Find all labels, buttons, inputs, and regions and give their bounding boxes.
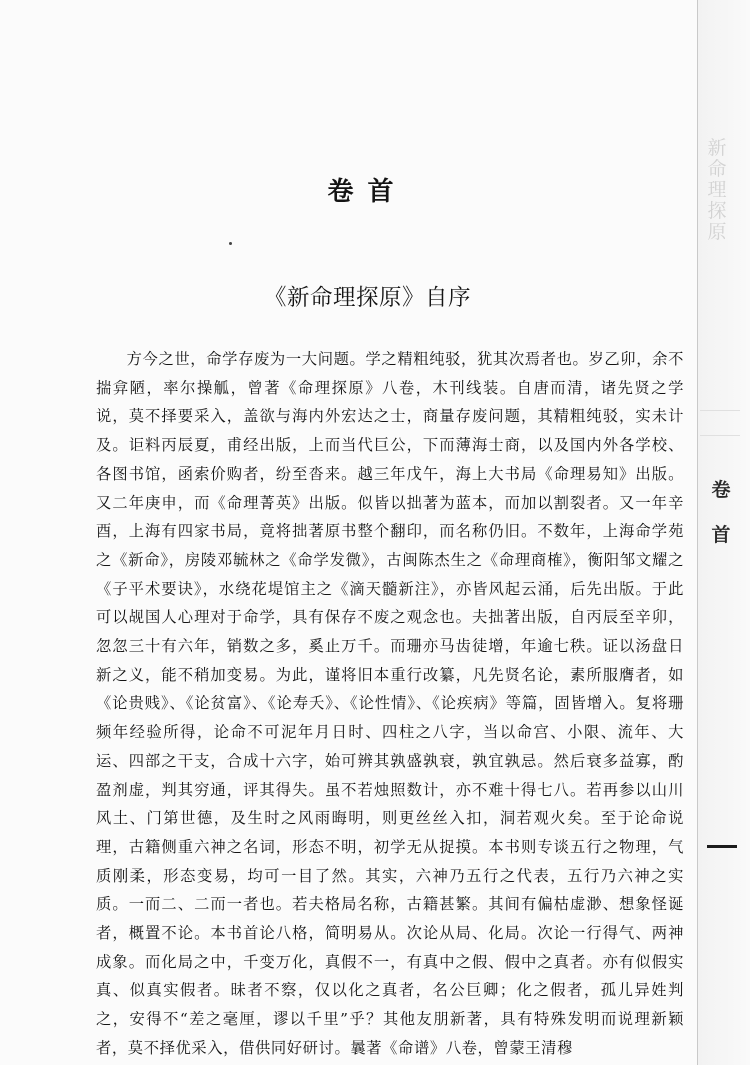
stray-dot [229, 242, 232, 245]
page-edge-line [697, 0, 698, 1065]
chapter-title: 卷首 [327, 177, 408, 207]
page-number [707, 845, 737, 848]
bleed-through-mark [700, 410, 740, 436]
bleed-through-book-title: 新命理探原 [707, 137, 727, 243]
chapter-side-tab: 卷首 [711, 479, 731, 546]
section-title: 《新命理探原》自序 [263, 285, 471, 311]
preface-body-text: 方今之世，命学存废为一大问题。学之精粗纯驳，犹其次焉者也。岁乙卯，余不揣弇陋，率尔操觚，曾著《命理探原》八卷，木刊线装。自唐而清，诸先贤之学说，莫不择要采入，盖欲与海内外宏达之士，商量存废问题，其精粗纯驳，实未计及。讵料丙辰夏，甫经出版，上而当代巨公，下而薄海士商，以及国内外各学校、各图书馆，函索价购者，纷至沓来。越三年戊午，海上大书局《命理易知》出版。又二年庚申，而《命理菁英》出版。似皆以拙著为蓝本，而加以割裂者。又一年辛酉，上海有四家书局，竟将拙著原书整个翻印，而名称仍旧。不数年，上海命学苑之《新命》，房陵邓毓林之《命学发微》，古闽陈杰生之《命理商榷》，衡阳邹文耀之《子平术要诀》，水绕花堤馆主之《滴天髓新注》，亦皆风起云涌，后先出版。于此可以觇国人心理对于命学，具有保存不废之观念也。夫拙著出版，自丙辰至辛卯，忽忽三十有六年，销数之多，奚止万千。而珊亦马齿徒增，年逾七秩。证以汤盘日新之义，能不稍加变易。为此，谨将旧本重行改纂，凡先贤名论，素所服膺者，如《论贵贱》、《论贫富》、《论寿夭》、《论性情》、《论疾病》等篇，固皆增入。复将珊频年经验所得，论命不可泥年月日时、四柱之八字，当以命宫、小限、流年、大运、四部之干支，合成十六字，始可辨其孰盛孰衰，孰宜孰忌。然后衰多益寡，酌盈剂虚，判其穷通，评其得失。虽不若烛照数计，亦不难十得七八。若再参以山川风土、门第世德，及生时之风雨晦明，则更丝丝入扣，洞若观火矣。至于论命说理，古籍侧重六神之名词，形态不明，初学无从捉摸。本书则专谈五行之物理，气质刚柔，形态变易，均可一目了然。其实，六神乃五行之代表，五行乃六神之实质。一而二、二而一者也。若夫格局名称，古籍甚繁。其间有偏枯虚渺、想象怪诞者，概置不论。本书首论八格，简明易从。次论从局、化局。次论一行得气、两神成象。而化局之中，千变万化，真假不一，有真中之假、假中之真者。亦有似假实真、似真实假者。昧者不察，仅以化之真者，名公巨卿；化之假者，孤儿异姓判之，安得不“差之毫厘，谬以千里”乎？其他友朋新著，具有特殊发明而说理新颖者，莫不择优采入，借供同好研讨。曩著《命谱》八卷，曾蒙王清穆 [96, 350, 684, 1057]
